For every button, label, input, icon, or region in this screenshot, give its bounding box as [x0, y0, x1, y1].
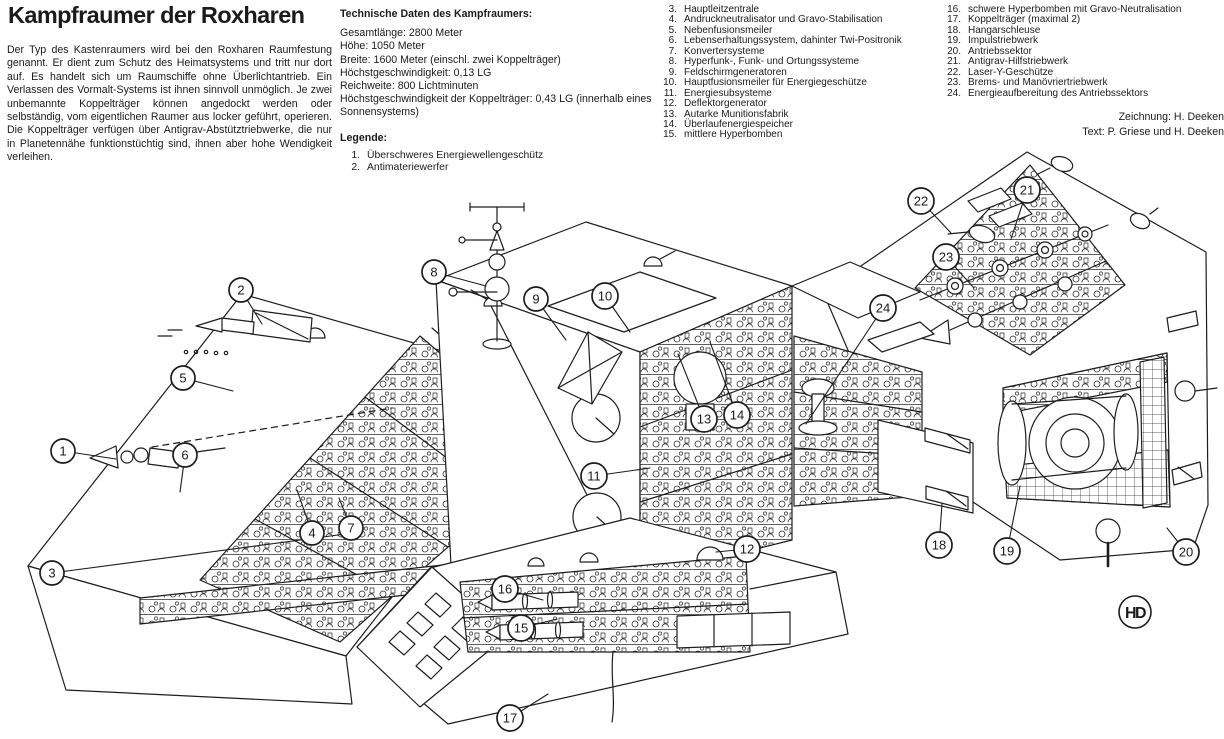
- legend-item-number: 21.: [947, 56, 961, 68]
- legend-item: Reichweite: 800 Lichtminuten: [340, 80, 479, 93]
- legend-item-text: Antimateriewerfer: [367, 161, 449, 173]
- callout-number: 12: [739, 541, 755, 557]
- legend-item-text: Deflektorgenerator: [684, 98, 767, 110]
- legend-item-text: Hauptleitzentrale: [684, 4, 760, 15]
- callout-number: 13: [696, 411, 712, 427]
- legend-item-number: 10.: [663, 77, 677, 89]
- legend-item-text: Energieaufbereitung des Antriebssektors: [968, 87, 1149, 99]
- legend-item-text: Lebenserhaltungssystem, dahinter Twi-Positronik: [684, 35, 902, 47]
- legend-item-text: Hauptfusionsmeiler für Energiegeschütze: [684, 77, 867, 89]
- legend-item-number: 19.: [947, 35, 961, 47]
- legend-item: Höchstgeschwindigkeit der Koppelträger: 0,43 LG (innerhalb eines Sonnensystems): [340, 93, 652, 119]
- callout-number: 23: [938, 249, 954, 265]
- legend-item-number: 15.: [663, 129, 677, 141]
- legend-item-text: Laser-Y-Geschütze: [968, 66, 1054, 78]
- callout-number: 14: [729, 407, 745, 423]
- legend-item-number: 17.: [947, 14, 961, 26]
- legend-item-number: 8.: [668, 56, 677, 68]
- callout-number: 5: [179, 370, 187, 386]
- credit-drawing: Zeichnung: H. Deeken: [1118, 111, 1224, 124]
- legend-item: Höhe: 1050 Meter: [340, 40, 425, 53]
- intro-paragraph: Der Typ des Kastenraumers wird bei den Roxharen Raumfestung genannt. Er dient zum Schutz des Heimatsystems und tritt nur dort auf. Es handelt sich um Raumschiffe ohne Überlichtantrieb. Ein Verlassen des Vormalt-Systems ist ihnen sinnvoll unmöglich. Je zwei unbemannte Koppelträger können angedockt werden oder selbständig, vom eigentlichen Raumer aus locker geführt, operieren. Die Koppelträger verfügen über Antigrav-Abstütztriebwerke, die nur in Planetennähe funktionstüchtig sind, ihnen aber hohe Wendigkeit verleihen.: [7, 44, 332, 164]
- legend-item-number: 16.: [947, 4, 961, 15]
- drive-sector-module: [823, 152, 1217, 566]
- legend-item-number: 5.: [668, 24, 677, 36]
- legend-item-number: 1.: [351, 149, 360, 161]
- page-title: Kampfraumer der Roxharen: [8, 2, 305, 28]
- legend-item-number: 24.: [947, 87, 961, 99]
- legend-heading: Legende:: [340, 131, 388, 144]
- callout-number: 10: [597, 288, 613, 304]
- callout-number: 18: [931, 537, 947, 553]
- legend-item-number: 3.: [668, 4, 677, 15]
- legend-item-number: 22.: [947, 66, 961, 78]
- legend-item-number: 2.: [351, 161, 360, 173]
- legend-item: Höchstgeschwindigkeit: 0,13 LG: [340, 66, 492, 79]
- legend-item-text: Hangarschleuse: [968, 24, 1041, 36]
- legend-item-text: Feldschirmgeneratoren: [684, 66, 787, 78]
- callout-number: 4: [308, 525, 316, 541]
- artist-monogram: [1119, 596, 1151, 628]
- legend-item-text: Impulstriebwerk: [968, 35, 1039, 47]
- callout-number: 16: [497, 581, 513, 597]
- legend-item-text: schwere Hyperbomben mit Gravo-Neutralisation: [968, 4, 1182, 15]
- legend-item-number: 11.: [663, 87, 677, 99]
- legend-item-text: mittlere Hyperbomben: [684, 129, 783, 141]
- legend-item-number: 23.: [947, 77, 961, 89]
- legend-item-number: 13.: [663, 108, 677, 120]
- port-hole-upper: [572, 394, 620, 442]
- legend-item-text: Hyperfunk-, Funk- und Ortungssysteme: [684, 56, 860, 68]
- callout-number: 11: [587, 468, 601, 484]
- callout-number: 24: [875, 300, 891, 316]
- legend-item-text: Überlaufenergiespeicher: [684, 118, 793, 130]
- tech-data-heading: Technische Daten des Kampfraumers:: [340, 8, 533, 20]
- legend-item-text: Konvertersysteme: [684, 45, 765, 57]
- legend-item-text: Koppelträger (maximal 2): [968, 14, 1081, 26]
- callout-number: 3: [48, 565, 56, 581]
- legend-item-number: 14.: [663, 118, 677, 130]
- legend-item-text: Antriebssektor: [968, 45, 1032, 57]
- callout-number: 6: [181, 447, 189, 463]
- callout-number: 9: [532, 291, 540, 307]
- legend-item-number: 18.: [947, 24, 961, 36]
- legend-item-text: Autarke Munitionsfabrik: [684, 108, 789, 120]
- callout-number: 8: [430, 264, 438, 280]
- callout-number: 15: [513, 620, 529, 636]
- callout-number: 7: [347, 520, 355, 536]
- legend-item: Breite: 1600 Meter (einschl. zwei Koppelträger): [340, 53, 561, 66]
- callout-number: 1: [59, 443, 67, 459]
- legend-item: Gesamtlänge: 2800 Meter: [340, 27, 463, 40]
- legend-item-text: Überschweres Energiewellengeschütz: [367, 149, 544, 161]
- legend-item-number: 6.: [668, 35, 677, 47]
- legend-item-number: 4.: [668, 14, 677, 26]
- callout-number: 19: [999, 543, 1015, 559]
- legend-item-text: Energiesubsysteme: [684, 87, 772, 99]
- callout-number: 17: [502, 710, 518, 726]
- callout-18: [926, 504, 952, 558]
- legend-item-number: 12.: [663, 98, 677, 110]
- legend-item-text: Andruckneutralisator und Gravo-Stabilisation: [684, 14, 883, 26]
- callout-number: 22: [913, 193, 929, 209]
- legend-item-text: Nebenfusionsmeiler: [684, 24, 773, 36]
- callout-number: 2: [237, 282, 245, 298]
- legend-item-number: 9.: [668, 66, 677, 78]
- legend-item-text: Brems- und Manövriertriebwerk: [968, 77, 1108, 89]
- legend-item-text: Antigrav-Hilfstriebwerk: [968, 56, 1069, 68]
- callout-number: 21: [1019, 182, 1035, 198]
- legend-item-number: 20.: [947, 45, 961, 57]
- callout-number: 20: [1178, 544, 1194, 560]
- legend-item-number: 7.: [668, 45, 677, 57]
- monogram-text: HD: [1124, 604, 1146, 622]
- credit-text: Text: P. Griese und H. Deeken: [1082, 126, 1224, 139]
